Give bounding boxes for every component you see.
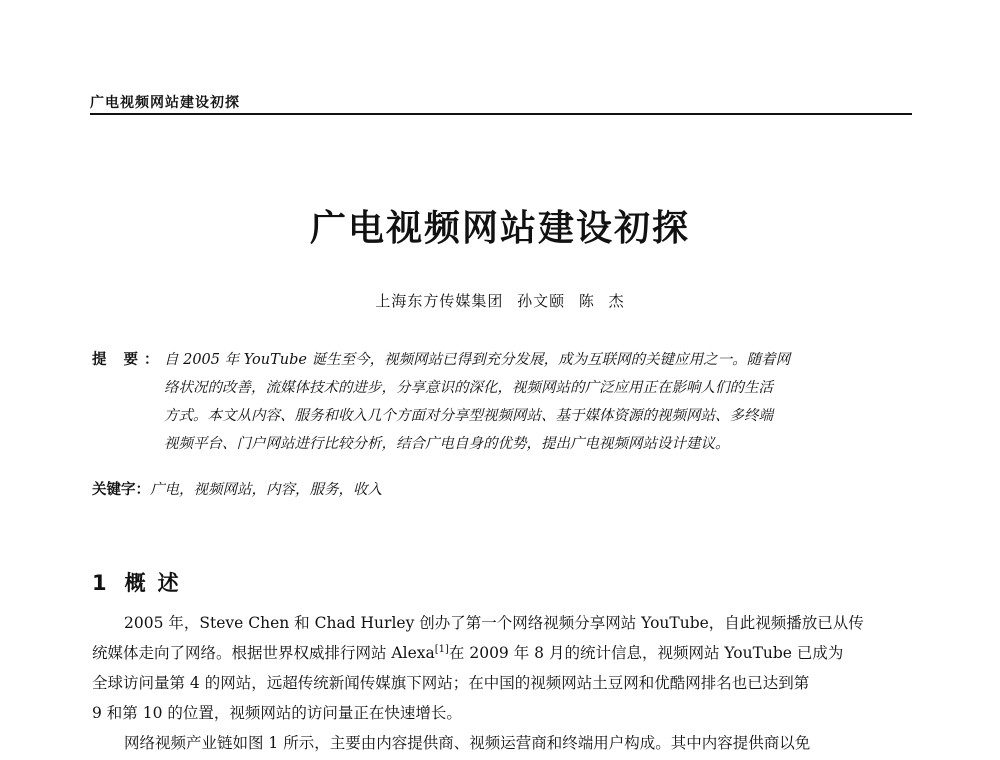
section-title: 概述 bbox=[124, 571, 191, 595]
body-line: 9 和第 10 的位置，视频网站的访问量正在快速增长。 bbox=[92, 704, 462, 722]
body-line: 2005 年，Steve Chen 和 Chad Hurley 创办了第一个网络视频分享网站 YouTube，自此视频播放已从传 bbox=[124, 614, 864, 632]
abstract-label: 提 要： bbox=[92, 352, 165, 368]
abstract-line: 方式。本文从内容、服务和收入几个方面对分享型视频网站、基于媒体资源的视频网站、多终端 bbox=[164, 408, 773, 424]
keywords bbox=[92, 478, 382, 499]
body-line: 网络视频产业链如图 1 所示，主要由内容提供商、视频运营商和终端用户构成。其中内容提供商以免 bbox=[124, 734, 811, 752]
body-text-segment: 统媒体走向了网络。根据世界权威排行网站 Alexa bbox=[92, 644, 435, 662]
header-rule bbox=[90, 113, 912, 115]
section-number: 1 bbox=[92, 571, 107, 595]
abstract bbox=[92, 346, 914, 458]
section-heading bbox=[92, 567, 191, 597]
body-text-segment: 在 2009 年 8 月的统计信息，视频网站 YouTube 已成为 bbox=[448, 644, 844, 662]
authors: 上海东方传媒集团 孙文颐 陈 杰 bbox=[375, 292, 625, 310]
running-header: 广电视频网站建设初探 bbox=[90, 95, 240, 111]
body-line bbox=[92, 638, 914, 668]
abstract-line: 视频平台、门户网站进行比较分析，结合广电自身的优势，提出广电视频网站设计建议。 bbox=[164, 436, 730, 452]
body-text bbox=[92, 608, 914, 758]
abstract-line: 络状况的改善，流媒体技术的进步，分享意识的深化，视频网站的广泛应用正在影响人们的生活 bbox=[164, 380, 773, 396]
citation-1: [1] bbox=[434, 644, 449, 655]
keywords-label: 关键字： bbox=[92, 482, 150, 498]
abstract-line bbox=[92, 346, 914, 374]
keywords-text: 广电，视频网站，内容，服务，收入 bbox=[150, 482, 382, 498]
abstract-text: 自 2005 年 YouTube 诞生至今，视频网站已得到充分发展，成为互联网的关键应用之一。随着网 bbox=[164, 352, 791, 368]
body-line: 全球访问量第 4 的网站，远超传统新闻传媒旗下网站；在中国的视频网站土豆网和优酷网排名也已达到第 bbox=[92, 674, 810, 692]
page-title: 广电视频网站建设初探 bbox=[309, 208, 690, 249]
